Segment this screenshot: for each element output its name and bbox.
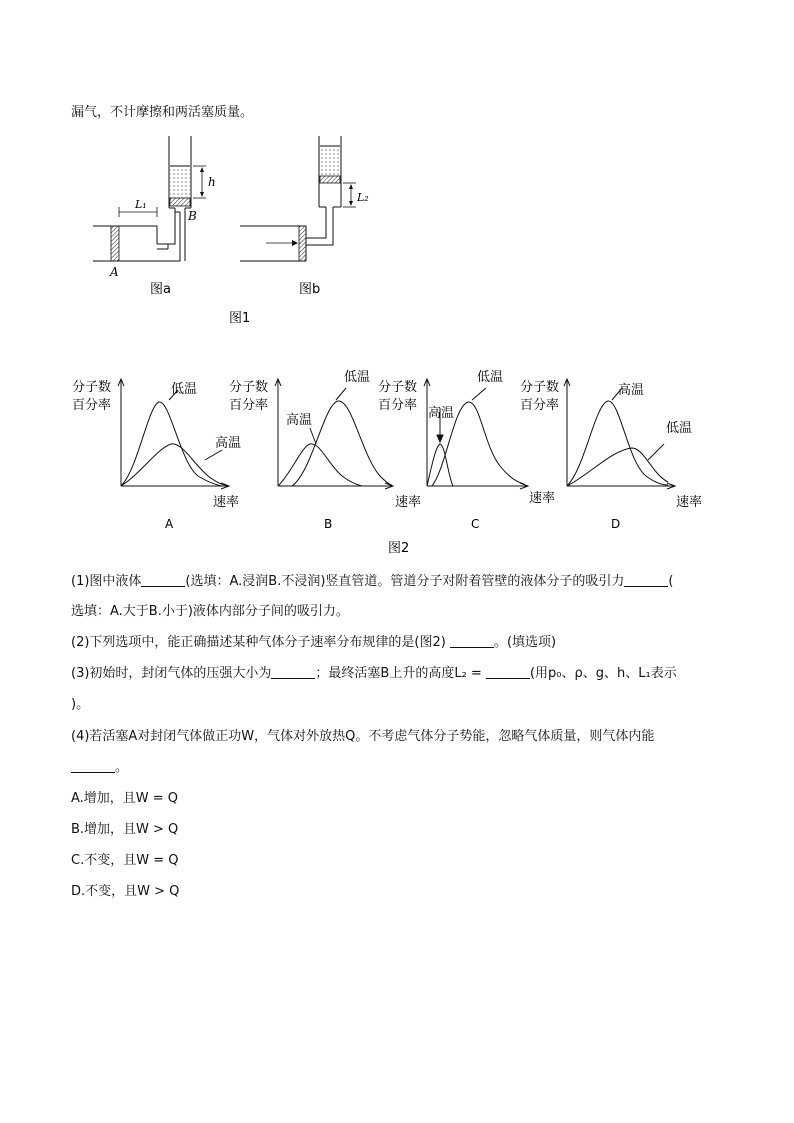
q1-prefix: (1)图中液体 <box>71 574 142 589</box>
label-L1: L₁ <box>135 198 147 211</box>
option-d[interactable]: D.不变，且W > Q <box>71 884 180 899</box>
q4-suffix: 。 <box>115 760 129 775</box>
panel-c-xlabel: 速率 <box>529 491 556 506</box>
panel-b-curve1-label: 低温 <box>344 370 371 385</box>
panel-b-letter: B <box>324 517 333 531</box>
panel-b-ylabel-1: 分子数 <box>229 380 269 395</box>
q1-middle: (选填：A.浸润B.不浸润)竖直管道。管道分子对附着管壁的液体分子的吸引力 <box>185 574 625 589</box>
piston-a <box>111 226 119 261</box>
q1-answer-blank-1[interactable] <box>141 573 185 587</box>
panel-c-curve2-label: 高温 <box>428 406 455 421</box>
panel-a-curve2-label: 高温 <box>215 436 242 451</box>
panel-a-letter: A <box>165 517 174 531</box>
liquid-column-b <box>320 146 340 176</box>
question-1-line-2: 选填：A.大于B.小于)液体内部分子间的吸引力。 <box>71 604 349 619</box>
panel-d-ylabel-2: 百分率 <box>520 398 560 413</box>
panel-c-ylabel-2: 百分率 <box>378 398 418 413</box>
panel-d-ylabel-1: 分子数 <box>520 380 560 395</box>
question-4-line-2 <box>71 758 128 778</box>
figure-2 <box>70 364 720 554</box>
q2-prefix: (2)下列选项中，能正确描述某种气体分子速率分布规律的是(图2) <box>71 635 446 650</box>
panel-c <box>424 379 528 489</box>
panel-a-xlabel: 速率 <box>213 495 240 510</box>
piston-a-b <box>299 226 306 261</box>
piston-b-a <box>170 198 190 206</box>
panel-a-ylabel-2: 百分率 <box>72 398 112 413</box>
question-4-line-1: (4)若活塞A对封闭气体做正功W，气体对外放热Q。不考虑气体分子势能，忽略气体质量，则气体内能 <box>71 729 655 744</box>
caption-fig-b: 图b <box>299 282 321 297</box>
caption-fig2: 图2 <box>388 541 410 554</box>
panel-d-xlabel: 速率 <box>676 495 703 510</box>
panel-c-curve1-label: 低温 <box>477 370 504 385</box>
label-A: A <box>110 265 119 279</box>
q3-answer-blank-2[interactable] <box>486 665 530 679</box>
panel-d-letter: D <box>611 517 621 531</box>
panel-c-letter: C <box>471 517 480 531</box>
label-h: h <box>208 175 216 189</box>
piston-b-b <box>320 176 340 183</box>
q3-answer-blank-1[interactable] <box>271 665 315 679</box>
question-3-line-1 <box>71 664 677 684</box>
option-c[interactable]: C.不变，且W = Q <box>71 853 179 868</box>
panel-d-curve1-label: 高温 <box>618 383 645 398</box>
panel-b-xlabel: 速率 <box>395 495 422 510</box>
panel-d-curve2-label: 低温 <box>666 421 693 436</box>
q1-paren: ( <box>668 574 674 589</box>
q2-answer-blank[interactable] <box>450 634 494 648</box>
q1-answer-blank-2[interactable] <box>624 573 668 587</box>
intro-text: 漏气，不计摩擦和两活塞质量。 <box>71 105 254 120</box>
q4-answer-blank[interactable] <box>71 759 115 773</box>
figure-1 <box>80 128 400 328</box>
option-b[interactable]: B.增加，且W > Q <box>71 822 179 837</box>
question-2 <box>71 633 556 653</box>
panel-a-ylabel-1: 分子数 <box>72 380 112 395</box>
liquid-column-a <box>170 166 190 198</box>
option-a[interactable]: A.增加，且W = Q <box>71 791 179 806</box>
question-3-line-2: )。 <box>71 697 90 712</box>
q3-prefix: (3)初始时，封闭气体的压强大小为 <box>71 666 272 681</box>
q3-hint: (用p₀、ρ、g、h、L₁表示 <box>529 666 677 681</box>
question-1-line-1 <box>71 572 674 592</box>
label-B: B <box>188 209 197 223</box>
caption-fig-a: 图a <box>150 282 171 297</box>
panel-a-curve1-label: 低温 <box>171 382 198 397</box>
panel-c-ylabel-1: 分子数 <box>378 380 418 395</box>
label-L2: L₂ <box>357 191 369 204</box>
q3-middle: ；最终活塞B上升的高度L₂ = <box>315 666 482 681</box>
panel-b <box>275 379 393 489</box>
caption-fig1: 图1 <box>229 311 251 326</box>
panel-b-curve2-label: 高温 <box>286 413 313 428</box>
panel-b-ylabel-2: 百分率 <box>229 398 269 413</box>
q2-suffix: 。(填选项) <box>493 635 557 650</box>
